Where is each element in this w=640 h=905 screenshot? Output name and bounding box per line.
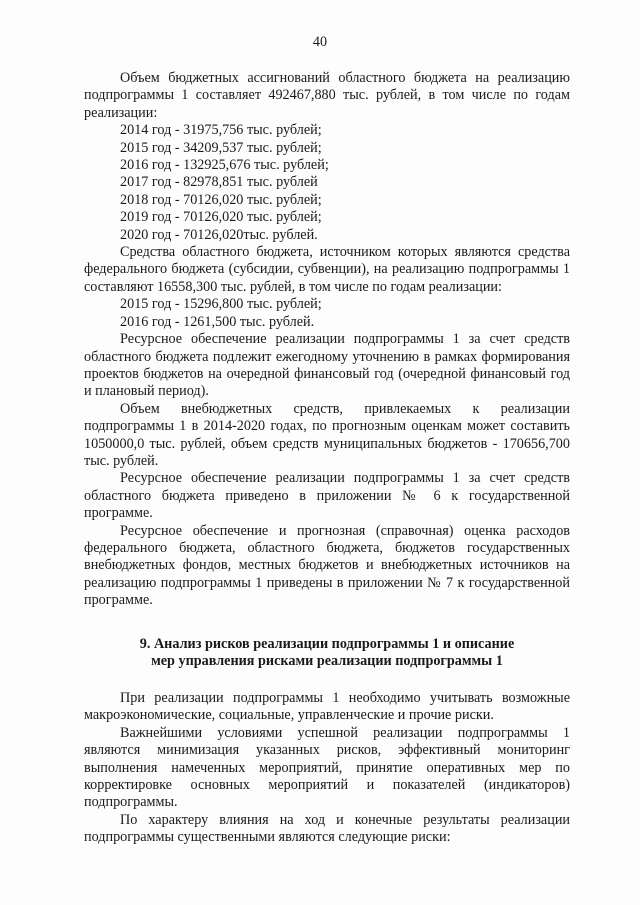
paragraph: Объем бюджетных ассигнований областного бюджета на реализацию подпрограммы 1 составляет 492467,880 тыс. рублей, в том числе по годам реализации: xyxy=(84,70,570,121)
list-item: 2015 год - 34209,537 тыс. рублей; xyxy=(120,139,322,156)
list-item: 2016 год - 132925,676 тыс. рублей; xyxy=(120,157,329,174)
paragraph: Ресурсное обеспечение реализации подпрограммы 1 за счет средств областного бюджета подлежит ежегодному уточнению в рамках формирования проектов бюджетов на очередной финансовый год (очередной финансовый год и плановый период). xyxy=(84,331,570,400)
section-heading-line: 9. Анализ рисков реализации подпрограммы 1 и описание xyxy=(139,636,515,652)
list-item: 2019 год - 70126,020 тыс. рублей; xyxy=(120,209,322,226)
paragraph: Ресурсное обеспечение реализации подпрограммы 1 за счет средств областного бюджета приведено в приложении № 6 к государственной программе. xyxy=(84,470,570,522)
section-heading xyxy=(84,636,570,671)
list-item: 2018 год - 70126,020 тыс. рублей; xyxy=(120,191,322,208)
list-item: 2020 год - 70126,020тыс. рублей. xyxy=(120,226,318,243)
list-item: 2015 год - 15296,800 тыс. рублей; xyxy=(120,296,322,313)
paragraph: Объем внебюджетных средств, привлекаемых к реализации подпрограммы 1 в 2014-2020 годах, по прогнозным оценкам может составить 1050000,0 тыс. рублей, объем средств муниципальных бюджетов - 170656,700 тыс. рублей. xyxy=(84,400,570,469)
list-item: 2017 год - 82978,851 тыс. рублей xyxy=(120,174,318,191)
list-item: 2016 год - 1261,500 тыс. рублей. xyxy=(120,313,315,330)
paragraph: Важнейшими условиями успешной реализации подпрограммы 1 являются минимизация указанных рисков, эффективный мониторинг выполнения намеченных мероприятий, принятие оперативных мер по корректировке основных мероприятий и показателей (индикаторов) подпрограммы. xyxy=(84,724,570,811)
paragraph: При реализации подпрограммы 1 необходимо учитывать возможные макроэкономические, социальные, управленческие и прочие риски. xyxy=(84,690,570,724)
body-text-bottom xyxy=(84,690,570,847)
paragraph: Ресурсное обеспечение и прогнозная (справочная) оценка расходов федерального бюджета, областного бюджета, бюджетов государственных внебюджетных фондов, местных бюджетов и внебюджетных источников на реализацию подпрограммы 1 приведены в приложении № 7 к государственной программе. xyxy=(84,522,570,609)
body-text-top xyxy=(84,70,570,610)
section-heading-line: мер управления рисками реализации подпрограммы 1 xyxy=(151,653,503,670)
list-item: 2014 год - 31975,756 тыс. рублей; xyxy=(120,122,322,139)
page-number: 40 xyxy=(312,34,328,50)
paragraph: Средства областного бюджета, источником которых являются средства федерального бюджета (субсидии, субвенции), на реализацию подпрограммы 1 составляют 16558,300 тыс. рублей, в том числе по годам реализации: xyxy=(84,244,570,295)
paragraph: По характеру влияния на ход и конечные результаты реализации подпрограммы существенными являются следующие риски: xyxy=(84,811,570,846)
